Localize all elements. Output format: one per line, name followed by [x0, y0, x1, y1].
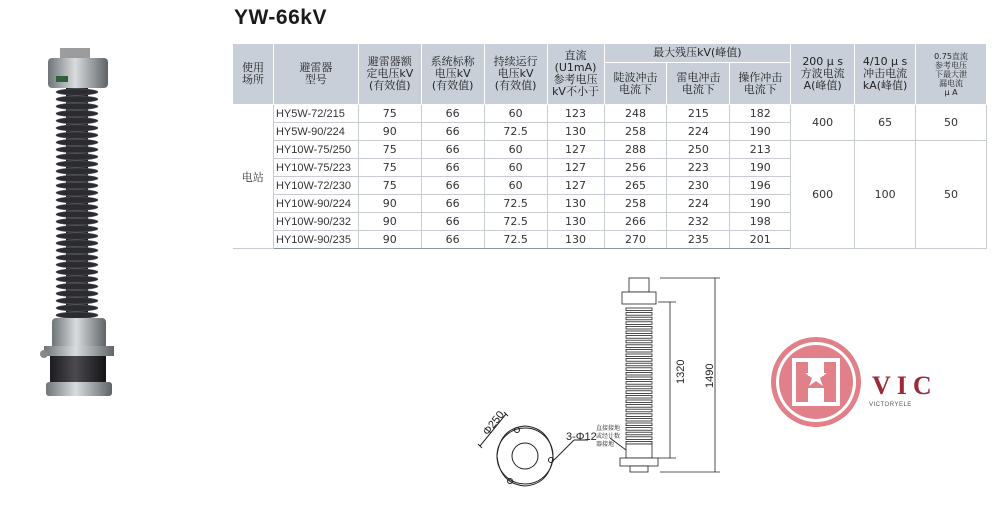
drawing-shed [626, 317, 652, 320]
drawing-shed [626, 437, 652, 440]
system-cell: 66 [421, 159, 484, 177]
drawing-shed [626, 423, 652, 426]
system-cell: 66 [421, 195, 484, 213]
drawing-shed [626, 336, 652, 339]
header-rated-voltage: 避雷器额 定电压kV (有效值) [358, 44, 421, 105]
header-usage: 使用 场所 [233, 44, 274, 105]
photo-shed [56, 118, 98, 124]
drawing-shed [626, 391, 652, 394]
continuous-cell: 60 [484, 177, 547, 195]
photo-shed [56, 146, 98, 152]
model-cell: HY10W-75/250 [273, 141, 358, 159]
drawing-shed [626, 405, 652, 408]
dc-cell: 127 [547, 159, 604, 177]
drawing-shed [626, 432, 652, 435]
rated-cell: 75 [358, 141, 421, 159]
lightning-cell: 223 [667, 159, 730, 177]
product-title: YW-66kV [234, 6, 327, 29]
height-outer-label: 1490 [704, 363, 716, 388]
model-cell: HY5W-72/215 [273, 105, 358, 123]
drawing-shed [626, 409, 652, 412]
photo-shed [56, 283, 98, 289]
rated-cell: 90 [358, 123, 421, 141]
dc-cell: 123 [547, 105, 604, 123]
steep-cell: 288 [604, 141, 667, 159]
continuous-cell: 72.5 [484, 195, 547, 213]
diameter-label: Φ250 [480, 409, 507, 438]
photo-shed [56, 125, 98, 131]
rated-cell: 90 [358, 213, 421, 231]
photo-shed [56, 168, 98, 174]
drawing-shed [626, 428, 652, 431]
switching-cell: 213 [730, 141, 791, 159]
header-lightning: 雷电冲击 电流下 [667, 63, 730, 105]
photo-shed [56, 262, 98, 268]
header-square-wave: 200 μ s 方波电流 A(峰值) [791, 44, 855, 105]
holes-label: 3-Φ12 [566, 431, 597, 443]
switching-cell: 201 [730, 231, 791, 249]
photo-shed [56, 182, 98, 188]
logo-subtext: VICTORYELE [869, 402, 912, 408]
photo-shed [56, 89, 98, 95]
drawing-shed [626, 372, 652, 375]
spec-table [232, 43, 987, 249]
photo-shed [56, 247, 98, 253]
drawing-shed [626, 322, 652, 325]
system-cell: 66 [421, 231, 484, 249]
model-cell: HY10W-75/223 [273, 159, 358, 177]
steep-cell: 258 [604, 195, 667, 213]
drawing-shed [626, 418, 652, 421]
lightning-cell: 215 [667, 105, 730, 123]
lightning-cell: 224 [667, 123, 730, 141]
continuous-cell: 60 [484, 159, 547, 177]
continuous-cell: 60 [484, 141, 547, 159]
lightning-cell: 232 [667, 213, 730, 231]
header-impulse-current: 4/10 μ s 冲击电流 kA(峰值) [855, 44, 916, 105]
photo-shed [56, 175, 98, 181]
model-cell: HY5W-90/224 [273, 123, 358, 141]
continuous-cell: 72.5 [484, 123, 547, 141]
switching-cell: 198 [730, 213, 791, 231]
drawing-shed [626, 359, 652, 362]
dc-cell: 130 [547, 195, 604, 213]
dc-cell: 130 [547, 213, 604, 231]
header-residual-group: 最大残压kV(峰值) [604, 44, 791, 63]
drawing-shed [626, 354, 652, 357]
system-cell: 66 [421, 141, 484, 159]
model-cell: HY10W-90/224 [273, 195, 358, 213]
logo-text: VIC [872, 371, 938, 400]
rated-cell: 90 [358, 231, 421, 249]
drawing-shed [626, 382, 652, 385]
photo-shed [56, 290, 98, 296]
header-leakage: 0.75直流 参考电压 下最大泄 漏电流 μ A [916, 44, 987, 105]
switching-cell: 182 [730, 105, 791, 123]
height-inner-label: 1320 [675, 359, 687, 384]
rated-cell: 75 [358, 177, 421, 195]
steep-cell: 266 [604, 213, 667, 231]
leakage-cell: 50 [916, 141, 987, 249]
photo-shed [56, 233, 98, 239]
header-system-voltage: 系统标称 电压kV (有效值) [421, 44, 484, 105]
square-wave-cell: 400 [791, 105, 855, 141]
drawing-shed [626, 308, 652, 311]
photo-shed [56, 211, 98, 217]
photo-shed [56, 269, 98, 275]
header-switching: 操作冲击 电流下 [730, 63, 791, 105]
photo-shed [56, 305, 98, 311]
model-cell: HY10W-90/232 [273, 213, 358, 231]
drawing-shed [626, 331, 652, 334]
lightning-cell: 230 [667, 177, 730, 195]
steep-cell: 270 [604, 231, 667, 249]
photo-shed [56, 132, 98, 138]
note-line: 或经计数 [596, 433, 621, 440]
drawing-shed [626, 377, 652, 380]
photo-shed [56, 103, 98, 109]
rated-cell: 75 [358, 159, 421, 177]
photo-shed [56, 312, 98, 318]
usage-cell: 电站 [233, 105, 274, 249]
continuous-cell: 72.5 [484, 213, 547, 231]
steep-cell: 258 [604, 123, 667, 141]
system-cell: 66 [421, 213, 484, 231]
lightning-cell: 250 [667, 141, 730, 159]
photo-shed [56, 226, 98, 232]
lightning-cell: 235 [667, 231, 730, 249]
square-wave-cell: 600 [791, 141, 855, 249]
switching-cell: 190 [730, 195, 791, 213]
rated-cell: 75 [358, 105, 421, 123]
drawing-shed [626, 395, 652, 398]
photo-shed [56, 96, 98, 102]
header-steep-wave: 陡波冲击 电流下 [604, 63, 667, 105]
drawing-shed [626, 313, 652, 316]
system-cell: 66 [421, 105, 484, 123]
drawing-shed [626, 414, 652, 417]
photo-shed [56, 204, 98, 210]
dc-cell: 130 [547, 123, 604, 141]
photo-shed [56, 190, 98, 196]
drawing-shed [626, 326, 652, 329]
impulse-cell: 65 [855, 105, 916, 141]
dc-cell: 130 [547, 231, 604, 249]
leakage-cell: 50 [916, 105, 987, 141]
lightning-cell: 224 [667, 195, 730, 213]
switching-cell: 196 [730, 177, 791, 195]
impulse-cell: 100 [855, 141, 916, 249]
note-line: 直接接地 [596, 425, 621, 432]
photo-shed [56, 110, 98, 116]
system-cell: 66 [421, 123, 484, 141]
steep-cell: 256 [604, 159, 667, 177]
drawing-shed [626, 345, 652, 348]
switching-cell: 190 [730, 123, 791, 141]
photo-shed [56, 254, 98, 260]
dc-cell: 127 [547, 177, 604, 195]
dc-cell: 127 [547, 141, 604, 159]
drawing-shed [626, 363, 652, 366]
drawing-shed [626, 349, 652, 352]
dimension-drawing [470, 268, 740, 506]
drawing-shed [626, 368, 652, 371]
photo-shed [56, 197, 98, 203]
model-cell: HY10W-90/235 [273, 231, 358, 249]
rated-cell: 90 [358, 195, 421, 213]
drawing-shed [626, 386, 652, 389]
system-cell: 66 [421, 177, 484, 195]
continuous-cell: 60 [484, 105, 547, 123]
header-dc-reference: 直流 (U1mA) 参考电压 kV不小于 [547, 44, 604, 105]
continuous-cell: 72.5 [484, 231, 547, 249]
photo-shed [56, 298, 98, 304]
header-model: 避雷器 型号 [273, 44, 358, 105]
steep-cell: 265 [604, 177, 667, 195]
model-cell: HY10W-72/230 [273, 177, 358, 195]
photo-shed [56, 218, 98, 224]
drawing-shed [626, 340, 652, 343]
switching-cell: 190 [730, 159, 791, 177]
photo-shed [56, 139, 98, 145]
drawing-shed [626, 400, 652, 403]
note-line: 器接地 [596, 441, 615, 448]
steep-cell: 248 [604, 105, 667, 123]
arrester-photo [30, 48, 130, 403]
header-continuous-voltage: 持续运行 电压kV (有效值) [484, 44, 547, 105]
photo-shed [56, 240, 98, 246]
photo-shed [56, 154, 98, 160]
photo-shed [56, 276, 98, 282]
photo-shed [56, 161, 98, 167]
